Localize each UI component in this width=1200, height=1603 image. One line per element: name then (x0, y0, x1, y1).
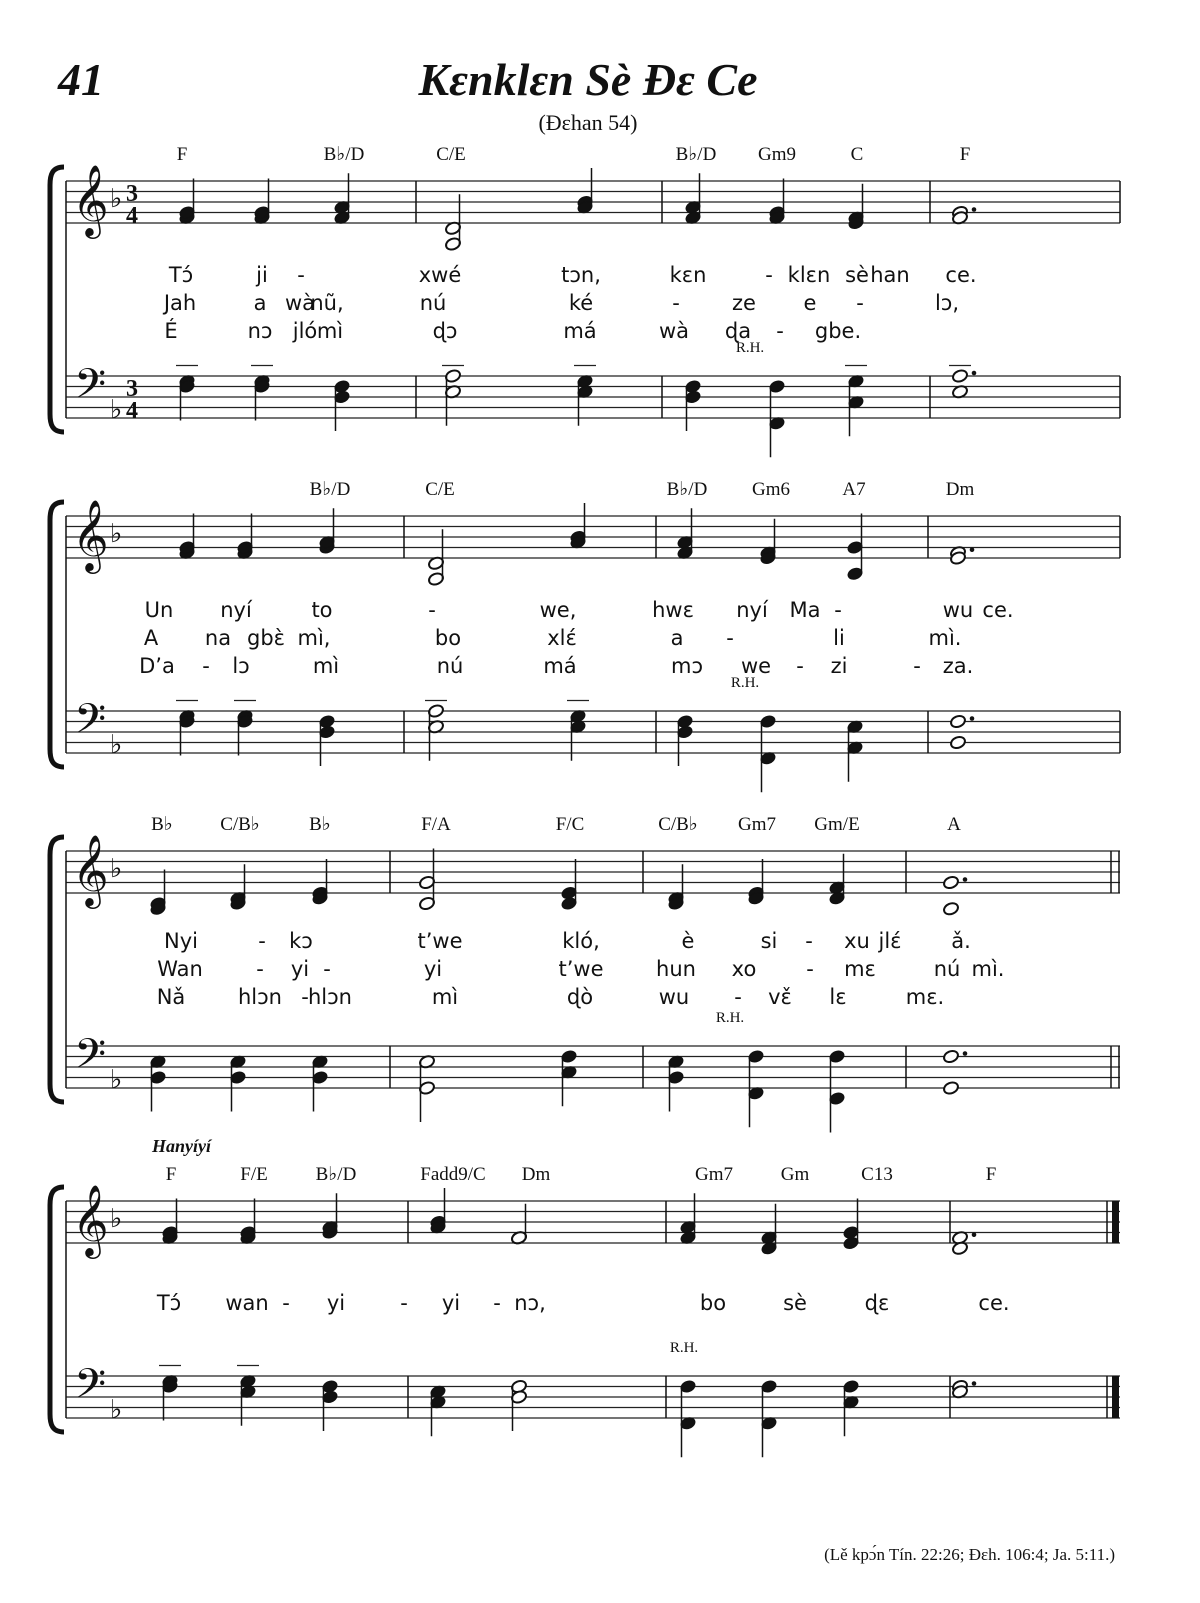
chord-notes (176, 514, 198, 756)
lyric-syllable: nú (933, 957, 961, 981)
lyric-syllable: mɛ (844, 957, 876, 981)
treble-clef-icon: 𝄞 (72, 837, 109, 905)
lyric-hyphen: - (428, 598, 436, 622)
lyric-syllable: mì. (971, 957, 1005, 981)
chord-symbol: F (959, 144, 971, 165)
chord-symbol: C/E (436, 144, 466, 165)
lyric-hyphen: - (734, 985, 742, 1009)
chord-symbol: Dm (945, 479, 975, 500)
bass-time-top: 3 (126, 376, 138, 402)
lyric-syllable: kɔ (289, 929, 313, 953)
lyric-syllable: É (164, 319, 178, 343)
lyric-hyphen: - (672, 291, 680, 315)
lyric-syllable: lɔ (232, 654, 250, 678)
lyric-syllable: tɔn, (561, 263, 601, 287)
key-flat-icon: ♭ (110, 395, 123, 424)
note-head (951, 368, 968, 383)
chord-symbol: Gm7 (738, 814, 776, 835)
dot (972, 207, 977, 212)
chord-symbol: A7 (842, 479, 866, 500)
lyric-syllable: yi (326, 1291, 346, 1315)
chord-symbol: B♭/D (315, 1164, 357, 1185)
dot (970, 547, 975, 552)
lyric-syllable: ɖa (724, 319, 752, 343)
lyric-hyphen: - (796, 654, 804, 678)
lyric-syllable: má (563, 319, 597, 343)
chord-symbol: C/B♭ (220, 814, 260, 835)
note-head (949, 735, 966, 750)
lyric-syllable: e (803, 291, 817, 315)
key-flat-icon: ♭ (110, 854, 123, 883)
dot (972, 371, 977, 376)
chord-symbol: F (985, 1164, 997, 1185)
bass-clef-icon: 𝄢 (74, 1361, 107, 1417)
chord-notes (768, 179, 785, 458)
lyric-syllable: lɔ, (934, 291, 960, 315)
lyric-syllable: ɖɔ (432, 319, 458, 343)
system-bracket (50, 837, 64, 1102)
lyric-hyphen: - (856, 291, 864, 315)
lyric-syllable: wu (658, 985, 690, 1009)
chord-symbol: C/B♭ (658, 814, 698, 835)
lyric-syllable: kɛn (669, 263, 707, 287)
chord-symbol: Dm (521, 1164, 551, 1185)
lyric-syllable: a (253, 291, 267, 315)
lyric-syllable: mì (431, 985, 459, 1009)
lyric-syllable: nɔ (247, 319, 273, 343)
note-head (942, 1080, 959, 1095)
final-barline (1112, 1201, 1119, 1243)
hymn-number: 41 (58, 54, 104, 105)
system-bracket (50, 1187, 64, 1432)
lyric-hyphen: - (400, 1291, 408, 1315)
lyric-hyphen: - (202, 654, 210, 678)
key-flat-icon: ♭ (110, 1395, 123, 1424)
lyric-verse-3 (139, 654, 973, 678)
lyric-syllable: yi (423, 957, 443, 981)
right-hand-mark: R.H. (715, 1010, 745, 1026)
key-flat-icon: ♭ (110, 519, 123, 548)
chord-symbol: F (176, 144, 188, 165)
chord-symbol: B♭/D (675, 144, 717, 165)
lyric-syllable: nyí (220, 598, 252, 622)
chord-notes (560, 859, 577, 1106)
hymn-title: Kɛnklɛn Sè Ɖɛ Ce (418, 54, 758, 105)
system-3 (50, 814, 1120, 1133)
lyric-syllable: mì. (928, 626, 962, 650)
chord-notes (510, 1204, 527, 1431)
system-4 (50, 1136, 1120, 1457)
lyric-syllable: Nǎ (156, 985, 186, 1009)
lyric-syllable: gbe. (814, 319, 862, 343)
lyric-verse-1 (156, 1291, 1010, 1315)
chord-symbol: C/E (425, 479, 455, 500)
chord-symbol: C (850, 144, 864, 165)
chord-symbol: F/E (240, 1164, 268, 1185)
note-head (942, 875, 959, 890)
header (57, 54, 758, 135)
lyric-hyphen: - (913, 654, 921, 678)
lyric-verse-1 (168, 263, 977, 287)
right-hand-mark: R.H. (730, 675, 760, 691)
lyric-syllable: sè (783, 1291, 807, 1315)
system-bracket (50, 167, 64, 432)
score-systems (50, 144, 1120, 1457)
lyric-syllable: za. (942, 654, 974, 678)
lyric-hyphen: - (323, 957, 331, 981)
dot (963, 877, 968, 882)
lyric-syllable: nũ, (310, 291, 344, 315)
lyric-syllable: mì (316, 319, 344, 343)
chord-symbol: Gm (780, 1164, 810, 1185)
chord-symbol: F/C (555, 814, 585, 835)
right-hand-mark: R.H. (669, 1340, 699, 1356)
lyric-hyphen: - (765, 263, 773, 287)
chord-symbol: Fadd9/C (420, 1164, 486, 1185)
lyric-syllable: Wan (157, 957, 203, 981)
bass-clef-icon: 𝄢 (74, 1031, 107, 1087)
lyric-syllable: è (681, 929, 695, 953)
treble-staff (66, 851, 1120, 893)
lyric-hyphen: - (806, 957, 814, 981)
note-head (942, 901, 959, 916)
chord-symbol: Gm/E (814, 814, 860, 835)
chord-symbol: F (165, 1164, 177, 1185)
right-hand-mark: R.H. (735, 340, 765, 356)
lyric-syllable: hlɔn (308, 985, 352, 1009)
note-head (942, 1049, 959, 1064)
lyric-syllable: A (143, 626, 159, 650)
lyric-syllable: xlɛ́ (547, 626, 577, 650)
treble-time-bottom: 4 (126, 203, 138, 229)
lyric-syllable: Nyi (164, 929, 198, 953)
key-flat-icon: ♭ (110, 1065, 123, 1094)
lyric-hyphen: - (297, 263, 305, 287)
lyric-syllable: jló (292, 319, 318, 343)
lyric-syllable: t’we (417, 929, 463, 953)
lyric-syllable: Tɔ́ (156, 1291, 182, 1315)
chord-symbol: B♭/D (309, 479, 351, 500)
lyric-syllable: wà (284, 291, 316, 315)
chord-symbol: B♭ (309, 814, 331, 835)
lyric-syllable: ce. (945, 263, 977, 287)
scripture-reference: (Lě kpɔ́n Tín. 22:26; Ɖɛh. 106:4; Ja. 5:11.) (824, 1545, 1115, 1564)
chord-symbol: C13 (861, 1164, 893, 1185)
lyric-syllable: sè (845, 263, 869, 287)
lyric-hyphen: - (301, 985, 309, 1009)
lyric-syllable: xo (731, 957, 757, 981)
key-flat-icon: ♭ (110, 1204, 123, 1233)
system-bracket (50, 502, 64, 767)
lyric-syllable: we (740, 654, 772, 678)
lyric-syllable: jlɛ́ (878, 929, 902, 953)
lyric-verse-1 (164, 929, 971, 953)
bass-time-bottom: 4 (126, 398, 138, 424)
dot (972, 1232, 977, 1237)
lyric-syllable: D’a (139, 654, 175, 678)
lyric-syllable: hwɛ (652, 598, 694, 622)
tempo-marking: Hanyíyí (152, 1136, 211, 1156)
lyric-syllable: nɔ, (514, 1291, 546, 1315)
treble-clef-icon: 𝄞 (72, 167, 109, 235)
lyric-hyphen: - (493, 1291, 501, 1315)
treble-clef-icon: 𝄞 (72, 1187, 109, 1255)
lyric-syllable: to (311, 598, 333, 622)
chord-symbol: F/A (421, 814, 451, 835)
lyric-syllable: na (204, 626, 232, 650)
lyric-syllable: nú (419, 291, 447, 315)
lyric-hyphen: - (282, 1291, 290, 1315)
lyric-verse-3 (157, 985, 945, 1009)
bass-staff (66, 1046, 1120, 1088)
lyric-hyphen: - (805, 929, 813, 953)
key-flat-icon: ♭ (110, 184, 123, 213)
chord-notes (951, 1230, 976, 1399)
lyric-syllable: mì (312, 654, 340, 678)
chord-notes (760, 1204, 777, 1458)
lyric-syllable: nú (436, 654, 464, 678)
lyric-syllable: ké (568, 291, 594, 315)
lyric-syllable: bo (434, 626, 462, 650)
lyric-syllable: kló, (562, 929, 600, 953)
system-2 (50, 479, 1120, 792)
chord-symbol: Gm9 (758, 144, 796, 165)
lyric-syllable: Tɔ́ (168, 263, 194, 287)
key-flat-icon: ♭ (110, 730, 123, 759)
lyric-syllable: yi (441, 1291, 461, 1315)
treble-time-top: 3 (126, 181, 138, 207)
lyric-syllable: bo (699, 1291, 727, 1315)
lyric-hyphen: - (834, 598, 842, 622)
lyric-syllable: xu (844, 929, 870, 953)
lyric-verse-2 (157, 957, 1004, 981)
lyric-verse-2 (162, 291, 959, 315)
lyric-syllable: Ma (789, 598, 821, 622)
lyric-hyphen: - (726, 626, 734, 650)
lyric-verse-2 (144, 626, 962, 650)
bass-clef-icon: 𝄢 (74, 696, 107, 752)
lyric-syllable: zi (830, 654, 848, 678)
final-barline (1112, 1376, 1119, 1418)
lyric-syllable: klɛn (787, 263, 831, 287)
lyric-verse-1 (145, 598, 1014, 622)
lyric-syllable: a (670, 626, 684, 650)
lyric-syllable: mɛ. (905, 985, 945, 1009)
system-1 (50, 144, 1120, 457)
chord-symbol: B♭/D (323, 144, 365, 165)
chord-notes (942, 875, 967, 1096)
lyric-syllable: Jah (163, 291, 197, 315)
lyric-syllable: hlɔn (238, 985, 282, 1009)
dot (963, 1051, 968, 1056)
chord-symbol: B♭ (151, 814, 173, 835)
lyric-syllable: han (870, 263, 910, 287)
lyric-syllable: ji (256, 263, 268, 287)
lyric-syllable: mɔ (671, 654, 703, 678)
bass-clef-icon: 𝄢 (74, 361, 107, 417)
lyric-syllable: mì, (297, 626, 331, 650)
lyric-syllable: wu (942, 598, 974, 622)
chord-notes (842, 1199, 859, 1437)
lyric-syllable: ce. (978, 1291, 1010, 1315)
lyric-syllable: hun (656, 957, 696, 981)
hymn-subtitle: (Ɖɛhan 54) (538, 110, 638, 135)
lyric-syllable: ǎ. (951, 929, 971, 953)
chord-notes (846, 514, 863, 782)
lyric-syllable: wà (658, 319, 690, 343)
lyric-syllable: yi (290, 957, 310, 981)
dot (972, 1381, 977, 1386)
lyric-syllable: nyí (736, 598, 768, 622)
lyric-hyphen: - (258, 929, 266, 953)
chord-symbol: Gm6 (752, 479, 790, 500)
lyric-syllable: ɖò (566, 985, 594, 1009)
lyric-syllable: t’we (558, 957, 604, 981)
lyric-syllable: lɛ (829, 985, 847, 1009)
lyric-hyphen: - (776, 319, 784, 343)
lyric-syllable: má (543, 654, 577, 678)
chord-symbol: Gm7 (695, 1164, 733, 1185)
lyric-syllable: ce. (982, 598, 1014, 622)
dot (970, 716, 975, 721)
lyric-syllable: si (760, 929, 778, 953)
lyric-syllable: ze (732, 291, 756, 315)
lyric-hyphen: - (256, 957, 264, 981)
note-head (949, 714, 966, 729)
lyric-syllable: xwé (418, 263, 462, 287)
lyric-syllable: gbɛ̀ (246, 626, 286, 650)
treble-clef-icon: 𝄞 (72, 502, 109, 570)
chord-notes (747, 859, 764, 1127)
chord-symbol: A (947, 814, 961, 835)
chord-symbol: B♭/D (666, 479, 708, 500)
lyric-syllable: wan (225, 1291, 269, 1315)
lyric-syllable: Un (144, 598, 174, 622)
lyric-syllable: we, (539, 598, 577, 622)
lyric-syllable: li (833, 626, 845, 650)
lyric-syllable: ɖɛ (864, 1291, 890, 1315)
lyric-syllable: vɛ̌ (768, 985, 792, 1009)
